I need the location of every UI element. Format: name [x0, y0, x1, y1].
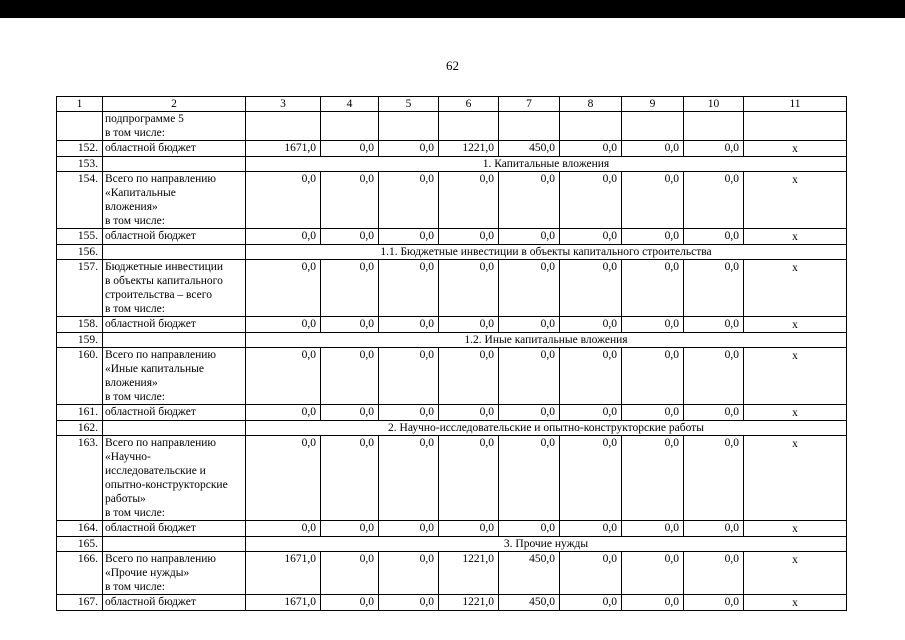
value-cell: 0,0	[321, 260, 379, 317]
row-name	[103, 521, 246, 537]
row-name-line: работы»	[105, 493, 146, 505]
column-header: 5	[379, 97, 439, 112]
value-cell	[499, 112, 560, 141]
row-name	[103, 112, 246, 141]
row-number: 154.	[57, 172, 103, 229]
value-cell: 0,0	[379, 436, 439, 521]
table-row	[57, 317, 847, 333]
value-cell: 0,0	[560, 141, 622, 157]
value-cell: 0,0	[684, 405, 744, 421]
row-name-line: строительства – всего	[105, 289, 212, 301]
value-cell: 0,0	[560, 405, 622, 421]
x-marker-cell: х	[744, 141, 847, 157]
top-black-bar	[0, 0, 905, 18]
value-cell	[560, 112, 622, 141]
column-header: 7	[499, 97, 560, 112]
column-header: 11	[744, 97, 847, 112]
value-cell: 0,0	[684, 552, 744, 595]
row-name	[103, 229, 246, 245]
row-name-line: в том числе:	[105, 391, 165, 403]
value-cell: 0,0	[560, 229, 622, 245]
value-cell: 0,0	[439, 260, 499, 317]
row-name-line: «Научно-	[105, 451, 151, 463]
row-name	[103, 348, 246, 405]
row-name-line: Всего по направлению	[105, 173, 216, 185]
table-row	[57, 348, 847, 405]
value-cell: 0,0	[439, 521, 499, 537]
value-cell: 0,0	[684, 348, 744, 405]
value-cell: 1671,0	[246, 552, 321, 595]
table-row	[57, 595, 847, 611]
value-cell: 0,0	[622, 260, 684, 317]
section-title: 1.2. Иные капитальные вложения	[246, 333, 847, 348]
value-cell: 0,0	[560, 552, 622, 595]
value-cell: 0,0	[246, 229, 321, 245]
column-header: 4	[321, 97, 379, 112]
budget-table	[56, 96, 847, 611]
value-cell: 1221,0	[439, 141, 499, 157]
row-number: 164.	[57, 521, 103, 537]
x-marker-cell: х	[744, 260, 847, 317]
value-cell: 0,0	[684, 595, 744, 611]
value-cell: 0,0	[622, 348, 684, 405]
row-number: 160.	[57, 348, 103, 405]
value-cell: 0,0	[246, 348, 321, 405]
value-cell	[246, 112, 321, 141]
value-cell: 0,0	[684, 317, 744, 333]
row-name-line: областной бюджет	[105, 230, 196, 242]
value-cell: 0,0	[246, 317, 321, 333]
value-cell: 0,0	[321, 405, 379, 421]
value-cell: 0,0	[499, 260, 560, 317]
row-number: 163.	[57, 436, 103, 521]
row-name-line: Всего по направлению	[105, 437, 216, 449]
value-cell: 1221,0	[439, 595, 499, 611]
value-cell: 0,0	[499, 172, 560, 229]
row-name-line: подпрограмме 5	[105, 113, 184, 125]
row-name-line: областной бюджет	[105, 596, 196, 608]
value-cell: 0,0	[560, 436, 622, 521]
x-marker-cell: х	[744, 405, 847, 421]
column-header: 2	[103, 97, 246, 112]
value-cell	[622, 112, 684, 141]
column-header: 9	[622, 97, 684, 112]
value-cell: 0,0	[379, 172, 439, 229]
value-cell: 0,0	[560, 172, 622, 229]
table-body	[57, 97, 847, 611]
value-cell: 0,0	[684, 521, 744, 537]
value-cell: 0,0	[321, 521, 379, 537]
section-row	[57, 537, 847, 552]
x-marker-cell: х	[744, 521, 847, 537]
value-cell: 0,0	[684, 172, 744, 229]
row-name-line: «Капитальные	[105, 187, 176, 199]
section-title: 3. Прочие нужды	[246, 537, 847, 552]
value-cell: 450,0	[499, 552, 560, 595]
value-cell: 0,0	[684, 260, 744, 317]
row-name-line: областной бюджет	[105, 318, 196, 330]
value-cell: 0,0	[622, 141, 684, 157]
value-cell: 0,0	[439, 348, 499, 405]
value-cell	[321, 112, 379, 141]
value-cell: 0,0	[321, 552, 379, 595]
row-name	[103, 595, 246, 611]
table-row	[57, 521, 847, 537]
x-marker-cell: х	[744, 229, 847, 245]
value-cell: 0,0	[560, 317, 622, 333]
row-name-line: «Иные капитальные	[105, 363, 204, 375]
value-cell: 450,0	[499, 141, 560, 157]
value-cell: 0,0	[499, 348, 560, 405]
table-row	[57, 172, 847, 229]
row-name-line: в том числе:	[105, 127, 165, 139]
value-cell: 0,0	[321, 172, 379, 229]
row-name-line: Всего по направлению	[105, 553, 216, 565]
value-cell: 0,0	[379, 521, 439, 537]
value-cell: 0,0	[622, 317, 684, 333]
row-name-line: «Прочие нужды»	[105, 567, 190, 579]
x-marker-cell: х	[744, 595, 847, 611]
row-name-line: в том числе:	[105, 215, 165, 227]
row-name-line: вложения»	[105, 377, 158, 389]
value-cell: 1671,0	[246, 595, 321, 611]
row-name-line: областной бюджет	[105, 142, 196, 154]
row-name	[103, 260, 246, 317]
section-title: 1. Капитальные вложения	[246, 157, 847, 172]
column-header: 1	[57, 97, 103, 112]
blank-cell	[103, 245, 246, 260]
value-cell: 0,0	[622, 436, 684, 521]
section-title: 1.1. Бюджетные инвестиции в объекты капитального строительства	[246, 245, 847, 260]
column-header: 6	[439, 97, 499, 112]
x-marker-cell	[744, 112, 847, 141]
row-name	[103, 141, 246, 157]
section-title: 2. Научно-исследовательские и опытно-конструкторские работы	[246, 421, 847, 436]
value-cell: 0,0	[379, 317, 439, 333]
row-number: 155.	[57, 229, 103, 245]
row-name	[103, 317, 246, 333]
value-cell: 0,0	[622, 595, 684, 611]
value-cell: 0,0	[622, 552, 684, 595]
value-cell: 450,0	[499, 595, 560, 611]
value-cell: 0,0	[499, 229, 560, 245]
value-cell: 0,0	[684, 141, 744, 157]
row-name-line: в том числе:	[105, 581, 165, 593]
row-number: 162.	[57, 421, 103, 436]
value-cell	[439, 112, 499, 141]
page-number: 62	[446, 58, 459, 73]
value-cell: 0,0	[246, 405, 321, 421]
table-row	[57, 260, 847, 317]
row-name-line: Всего по направлению	[105, 349, 216, 361]
value-cell: 0,0	[321, 317, 379, 333]
value-cell: 0,0	[379, 229, 439, 245]
value-cell: 0,0	[321, 229, 379, 245]
value-cell: 0,0	[499, 436, 560, 521]
value-cell: 0,0	[246, 172, 321, 229]
row-number	[57, 112, 103, 141]
blank-cell	[103, 157, 246, 172]
row-name	[103, 405, 246, 421]
value-cell: 0,0	[379, 405, 439, 421]
value-cell: 0,0	[379, 141, 439, 157]
row-name-line: в объекты капитального	[105, 275, 223, 287]
value-cell: 0,0	[622, 405, 684, 421]
row-number: 159.	[57, 333, 103, 348]
row-number: 165.	[57, 537, 103, 552]
table-row	[57, 436, 847, 521]
value-cell: 0,0	[321, 595, 379, 611]
value-cell: 0,0	[560, 260, 622, 317]
row-name	[103, 552, 246, 595]
row-name-line: опытно-конструкторские	[105, 479, 228, 491]
header-row	[57, 97, 847, 112]
value-cell: 0,0	[379, 595, 439, 611]
value-cell: 0,0	[560, 521, 622, 537]
row-number: 157.	[57, 260, 103, 317]
value-cell: 0,0	[439, 317, 499, 333]
value-cell: 0,0	[379, 552, 439, 595]
value-cell: 0,0	[560, 348, 622, 405]
row-name-line: в том числе:	[105, 507, 165, 519]
value-cell: 0,0	[321, 348, 379, 405]
value-cell: 1671,0	[246, 141, 321, 157]
value-cell: 0,0	[622, 229, 684, 245]
section-row	[57, 157, 847, 172]
blank-cell	[103, 421, 246, 436]
value-cell: 0,0	[246, 436, 321, 521]
row-number: 167.	[57, 595, 103, 611]
value-cell: 1221,0	[439, 552, 499, 595]
value-cell: 0,0	[321, 436, 379, 521]
value-cell: 0,0	[246, 260, 321, 317]
row-name	[103, 172, 246, 229]
value-cell: 0,0	[379, 348, 439, 405]
value-cell: 0,0	[439, 172, 499, 229]
value-cell: 0,0	[622, 172, 684, 229]
x-marker-cell: х	[744, 172, 847, 229]
row-name-line: областной бюджет	[105, 522, 196, 534]
section-row	[57, 333, 847, 348]
row-number: 156.	[57, 245, 103, 260]
x-marker-cell: х	[744, 317, 847, 333]
value-cell: 0,0	[439, 405, 499, 421]
table-row	[57, 405, 847, 421]
value-cell: 0,0	[684, 436, 744, 521]
table-row	[57, 229, 847, 245]
blank-cell	[103, 537, 246, 552]
value-cell: 0,0	[499, 521, 560, 537]
x-marker-cell: х	[744, 348, 847, 405]
table-row	[57, 112, 847, 141]
section-row	[57, 245, 847, 260]
row-name-line: в том числе:	[105, 303, 165, 315]
value-cell: 0,0	[439, 229, 499, 245]
value-cell: 0,0	[499, 405, 560, 421]
value-cell: 0,0	[622, 521, 684, 537]
value-cell: 0,0	[439, 436, 499, 521]
row-number: 166.	[57, 552, 103, 595]
value-cell: 0,0	[379, 260, 439, 317]
row-number: 152.	[57, 141, 103, 157]
row-name	[103, 436, 246, 521]
x-marker-cell: х	[744, 552, 847, 595]
column-header: 8	[560, 97, 622, 112]
row-name-line: исследовательские и	[105, 465, 206, 477]
table-row	[57, 552, 847, 595]
row-name-line: областной бюджет	[105, 406, 196, 418]
column-header: 3	[246, 97, 321, 112]
row-number: 153.	[57, 157, 103, 172]
value-cell	[379, 112, 439, 141]
value-cell: 0,0	[246, 521, 321, 537]
section-row	[57, 421, 847, 436]
blank-cell	[103, 333, 246, 348]
table-row	[57, 141, 847, 157]
row-number: 158.	[57, 317, 103, 333]
value-cell: 0,0	[321, 141, 379, 157]
row-name-line: Бюджетные инвестиции	[105, 261, 224, 273]
value-cell: 0,0	[499, 317, 560, 333]
column-header: 10	[684, 97, 744, 112]
row-name-line: вложения»	[105, 201, 158, 213]
x-marker-cell: х	[744, 436, 847, 521]
value-cell	[684, 112, 744, 141]
row-number: 161.	[57, 405, 103, 421]
value-cell: 0,0	[560, 595, 622, 611]
value-cell: 0,0	[684, 229, 744, 245]
